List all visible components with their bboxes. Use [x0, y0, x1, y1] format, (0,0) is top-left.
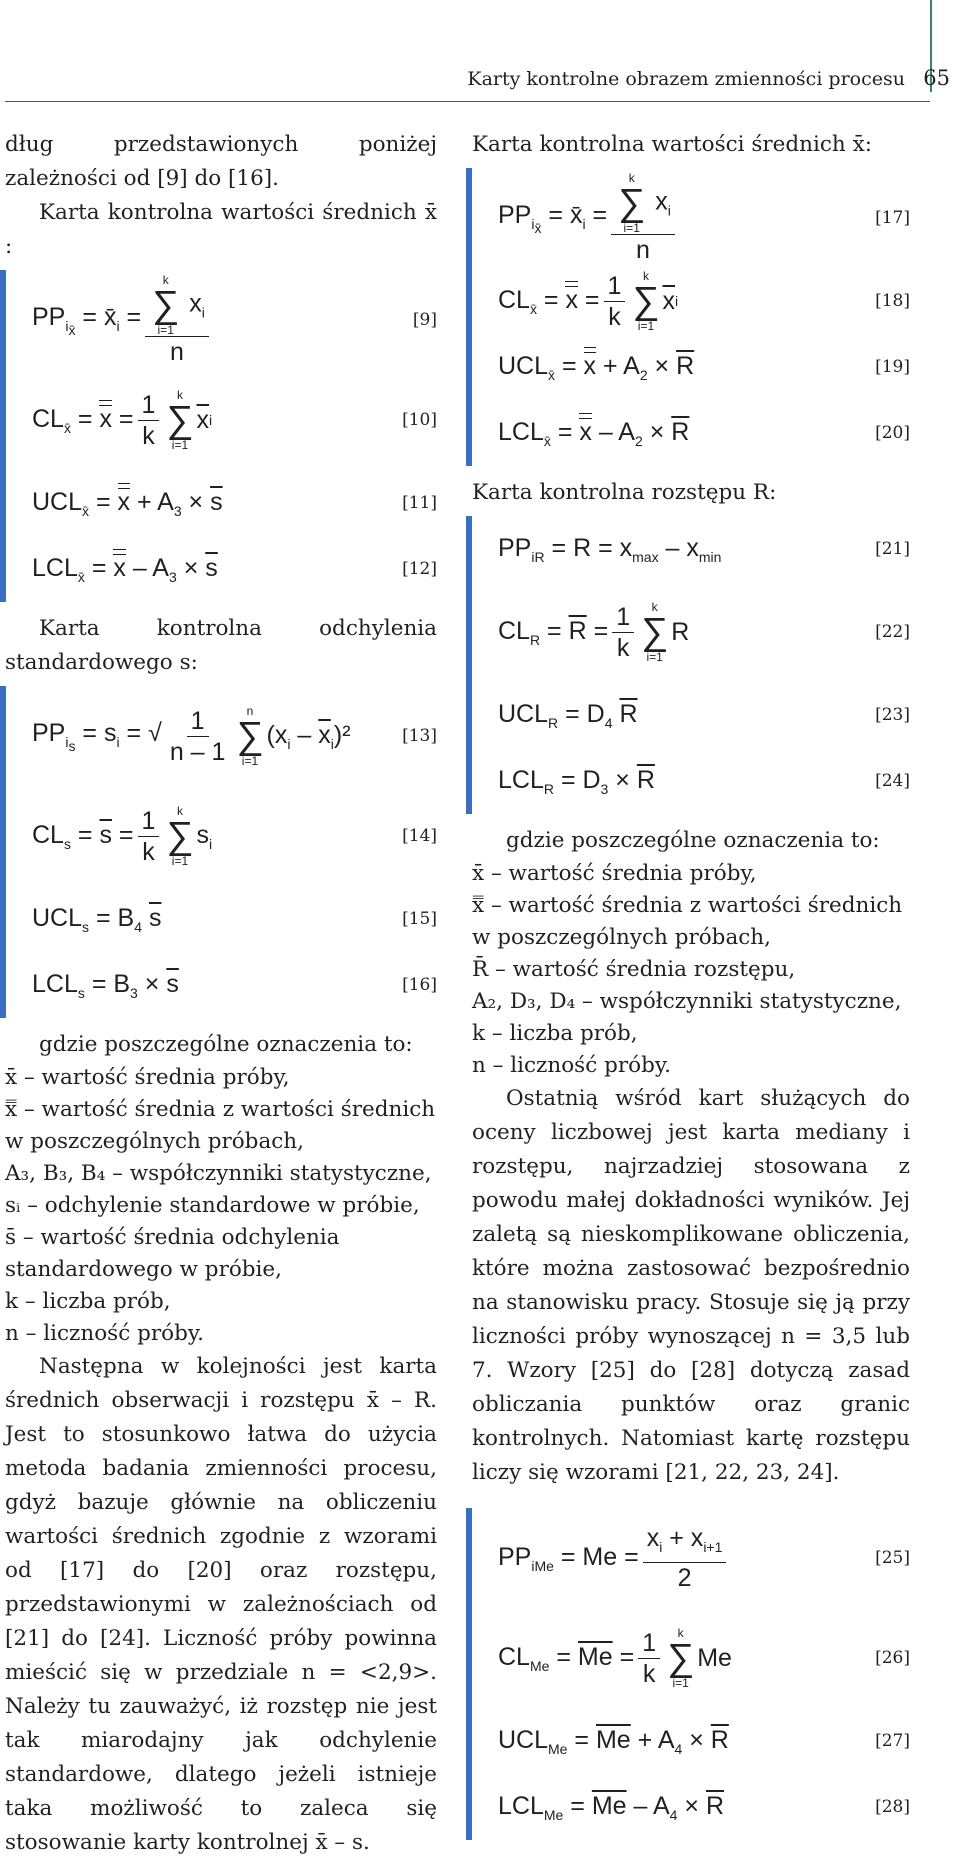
equations-mean-s	[0, 270, 437, 602]
right-column	[472, 128, 910, 1850]
eq-number: [20]	[875, 423, 910, 443]
equation-10: $CL_{x̄} = x$ = $\frac{1}{k}$ k ∑ i=1 $\overline{x}$ i [10]	[32, 388, 437, 452]
eq-number: [16]	[402, 975, 437, 995]
definition-item: A₃, B₃, B₄ – współczynniki statystyczne,	[5, 1161, 432, 1186]
eq-number: [12]	[402, 559, 437, 579]
definition-item: R̄ – wartość średnia rozstępu,	[472, 957, 796, 982]
defs-intro: gdzie poszczególne oznaczenia to:	[39, 1032, 413, 1057]
equation-18: $CL_{x̄} = x$ = $\frac{1}{k}$ k ∑ i=1 $\overline{x}$ i [18]	[498, 269, 910, 333]
equations-median	[466, 1508, 910, 1840]
eq-number: [11]	[402, 493, 437, 513]
equation-12: $LCL_{x̄} = x - A_3 \times \overline{s}$ [12]	[32, 553, 437, 585]
eq-number: [28]	[875, 1797, 910, 1817]
eq-number: [24]	[875, 771, 910, 791]
eq-number: [10]	[402, 410, 437, 430]
equation-9: $PP_{i_{x̄}}$ = $x̄_i$ = k ∑ i=1 $x_i$ n [9]	[32, 272, 437, 366]
eq-number: [17]	[875, 208, 910, 228]
definitions-list	[472, 858, 910, 1082]
definition-item: x̿ – wartość średnia z wartości średnich w poszczególnych próbach,	[472, 893, 903, 950]
equation-28: $LCL_{Me} = \overline{Me} - A_4 \times \overline{R}$ [28]	[498, 1791, 910, 1823]
equations-s	[0, 686, 437, 1018]
left-column	[5, 128, 437, 1860]
heading-r-chart: Karta kontrolna rozstępu R:	[472, 480, 777, 505]
body-paragraph: Następna w kolejności jest karta średnich obserwacji i rozstępu x̄ – R. Jest to stosunkowo łatwa do użycia metoda badania zmienności procesu, gdyż bazuje głównie na obliczeniu wartości średnich zgodnie z wzorami od [17] do [20] oraz rozstępu, przedstawionymi w zależnościach od [21] do [24]. Liczność próby powinna mieścić się w przedziale n = <2,9>. Należy tu zauważyć, iż rozstęp nie jest tak miarodajny jak odchylenie standardowe, dlatego jeżeli istnieje taka możliwość to zaleca się stosowanie karty kontrolnej x̄ – s.	[5, 1354, 437, 1855]
equation-24: $LCL_R = D_3 \times \overline{R}$ [24]	[498, 765, 910, 797]
equation-20: $LCL_{x̄} = x - A_2 \times \overline{R}$ [20]	[498, 417, 910, 449]
definition-item: n – liczność próby.	[5, 1321, 204, 1346]
intro-text: dług przedstawionych poniżej zależności od [9] do [16].	[5, 132, 437, 191]
equation-15: $UCL_s = B_4$ $\overline{s}$ [15]	[32, 903, 437, 935]
equation-14: $CL_s = \overline{s}$ = $\frac{1}{k}$ k ∑ i=1 $s_i$ [14]	[32, 804, 437, 868]
body-paragraph: Ostatnią wśród kart służących do oceny liczbowej jest karta mediany i rozstępu, najrzadziej stosowana z powodu małej dokładności wyników. Jej zaletą są nieskomplikowane obliczenia, które można zastosować bezpośrednio na stanowisku pracy. Stosuje się ją przy liczności próby wynoszącej n = 3,5 lub 7. Wzory [25] do [28] dotyczą zasad obliczania punktów oraz granic kontrolnych. Natomiast kartę rozstępu liczy się wzorami [21, 22, 23, 24].	[472, 1086, 910, 1485]
equation-25: $PP_{iMe} = Me$ = $\frac{x_i + x_{i+1}}{2}$ [25]	[498, 1524, 910, 1592]
defs-intro: gdzie poszczególne oznaczenia to:	[506, 828, 880, 853]
eq-number: [21]	[875, 539, 910, 559]
definitions-list	[5, 1062, 437, 1350]
heading-mean-chart: Karta kontrolna wartości średnich x̄ :	[5, 200, 437, 259]
eq-number: [23]	[875, 705, 910, 725]
eq-number: [22]	[875, 622, 910, 642]
eq-number: [14]	[402, 826, 437, 846]
definition-item: s̄ – wartość średnia odchylenia standardowego w próbie,	[5, 1225, 340, 1282]
equation-21: $PP_{iR} = R = x_{max} - x_{min}$ [21]	[498, 533, 910, 565]
equation-11: $UCL_{x̄} = x + A_3 \times \overline{s}$ [11]	[32, 487, 437, 519]
equation-13: $PP_{i_s} = s_i$ = √ $\frac{1}{n - 1}$ n ∑ i=1 $(x_i - \overline{x}_i)^2$ [13]	[32, 704, 437, 768]
equation-27: $UCL_{Me} = \overline{Me} + A_4 \times \overline{R}$ [27]	[498, 1725, 910, 1757]
definition-item: k – liczba prób,	[5, 1289, 171, 1314]
eq-number: [25]	[875, 1548, 910, 1568]
definition-item: x̿ – wartość średnia z wartości średnich w poszczególnych próbach,	[5, 1097, 436, 1154]
equation-26: $CL_{Me} = \overline{Me}$ = $\frac{1}{k}$ k ∑ i=1 Me [26]	[498, 1626, 910, 1690]
definition-item: sᵢ – odchylenie standardowe w próbie,	[5, 1193, 420, 1218]
heading-s-chart: Karta kontrolna odchylenia standardowego s:	[5, 616, 437, 675]
eq-number: [13]	[402, 726, 437, 746]
eq-number: [19]	[875, 357, 910, 377]
eq-number: [27]	[875, 1731, 910, 1751]
definition-item: A₂, D₃, D₄ – współczynniki statystyczne,	[472, 989, 902, 1014]
equations-mean-r	[466, 168, 910, 466]
equation-23: $UCL_R = D_4$ $\overline{R}$ [23]	[498, 699, 910, 731]
definition-item: x̄ – wartość średnia próby,	[472, 861, 757, 886]
page-number: 65	[923, 66, 950, 90]
definition-item: x̄ – wartość średnia próby,	[5, 1065, 290, 1090]
equation-19: $UCL_{x̄} = x + A_2 \times \overline{R}$ [19]	[498, 351, 910, 383]
definition-item: n – liczność próby.	[472, 1053, 671, 1078]
eq-number: [18]	[875, 291, 910, 311]
equations-r	[466, 516, 910, 814]
eq-number: [9]	[412, 310, 437, 330]
equation-17: $PP_{i_{x̄}}$ = $x̄_i$ = k ∑ i=1 $x_i$ n [17]	[498, 170, 910, 264]
equation-16: $LCL_s = B_3 \times \overline{s}$ [16]	[32, 969, 437, 1001]
eq-number: [15]	[402, 909, 437, 929]
header-rule	[5, 101, 930, 102]
heading-mean-chart: Karta kontrolna wartości średnich x̄:	[472, 132, 872, 157]
definition-item: k – liczba prób,	[472, 1021, 638, 1046]
equation-22: $CL_R = \overline{R}$ = $\frac{1}{k}$ k ∑ i=1 R [22]	[498, 600, 910, 664]
running-title: Karty kontrolne obrazem zmienności procesu	[467, 68, 905, 90]
eq-number: [26]	[875, 1648, 910, 1668]
